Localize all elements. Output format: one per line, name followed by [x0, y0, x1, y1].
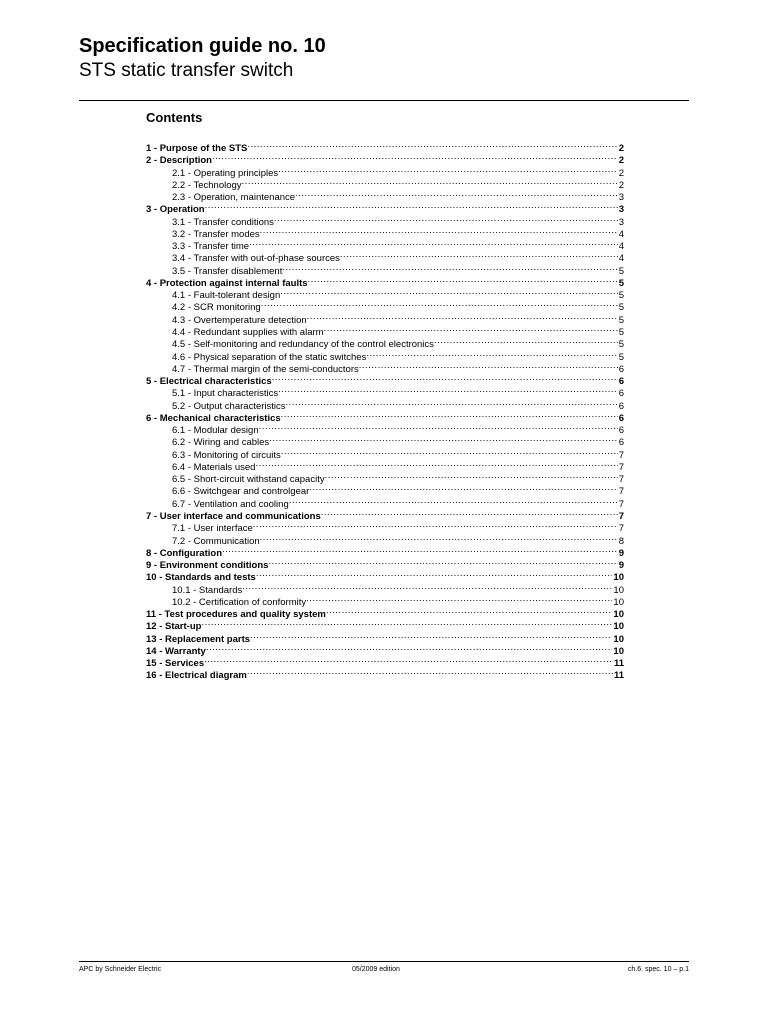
toc-entry-label: 3.1 - Transfer conditions [172, 216, 274, 228]
toc-dot-leader [359, 360, 618, 372]
toc-entry-label: 4.4 - Redundant supplies with alarm [172, 326, 324, 338]
footer-publisher: APC by Schneider Electric [79, 966, 162, 973]
toc-entry-page-number: 7 [618, 523, 624, 535]
toc-entry-label: 4.1 - Fault-tolerant design [172, 290, 281, 302]
toc-entry-label: 7.2 - Communication [172, 535, 260, 547]
toc-entry-page-number: 3 [618, 216, 624, 228]
toc-dot-leader [282, 262, 617, 274]
toc-dot-leader [281, 446, 618, 458]
toc-entry-label: 6.6 - Switchgear and controlgear [172, 486, 310, 498]
toc-entry-label: 12 - Start-up [146, 621, 202, 633]
toc-entry-label: 5.2 - Output characteristics [172, 400, 286, 412]
toc-entry-page-number: 5 [618, 351, 624, 363]
toc-entry-page-number: 6 [618, 425, 624, 437]
toc-dot-leader [278, 164, 618, 176]
toc-dot-leader [289, 495, 618, 507]
toc-entry-page-number: 10 [613, 621, 624, 633]
toc-entry-label: 6.7 - Ventilation and cooling [172, 498, 289, 510]
toc-entry-page-number: 10 [613, 609, 624, 621]
toc-dot-leader [278, 384, 618, 396]
footer-divider [79, 961, 689, 962]
toc-entry-page-number: 7 [618, 486, 624, 498]
toc-entry-page-number: 10 [613, 596, 624, 608]
toc-entry-page-number: 9 [618, 547, 624, 559]
toc-dot-leader [212, 151, 618, 163]
toc-dot-leader [274, 213, 618, 225]
toc-entry-label: 2.1 - Operating principles [172, 167, 279, 179]
toc-dot-leader [308, 274, 618, 286]
toc-dot-leader [256, 568, 613, 580]
toc-entry-label: 11 - Test procedures and quality system [146, 609, 326, 621]
toc-dot-leader [340, 249, 618, 261]
toc-entry-page-number: 10 [613, 645, 624, 657]
toc-entry-label: 10.1 - Standards [172, 584, 243, 596]
toc-dot-leader [272, 372, 618, 384]
toc-section-entry[interactable] [146, 139, 624, 154]
toc-entry-label: 13 - Replacement parts [146, 633, 251, 645]
toc-entry-page-number: 7 [618, 461, 624, 473]
toc-dot-leader [366, 348, 617, 360]
footer-page-reference: ch.6. spec. 10 – p.1 [627, 966, 689, 973]
toc-entry-label: 8 - Configuration [146, 547, 222, 559]
footer-edition: 05/2009 edition [352, 966, 400, 973]
toc-entry-page-number: 10 [613, 584, 624, 596]
toc-section-entry[interactable] [146, 654, 624, 670]
toc-entry-label: 14 - Warranty [146, 645, 206, 657]
toc-section-entry[interactable] [146, 666, 624, 682]
toc-section-entry[interactable] [146, 200, 624, 216]
toc-entry-page-number: 6 [618, 388, 624, 400]
toc-entry-page-number: 5 [618, 339, 624, 351]
toc-dot-leader [250, 630, 612, 642]
toc-entry-page-number: 11 [613, 658, 624, 670]
toc-entry-label: 5.1 - Input characteristics [172, 388, 279, 400]
toc-entry-label: 10.2 - Certification of conformity [172, 596, 307, 608]
toc-dot-leader [261, 298, 618, 310]
toc-entry-page-number: 2 [618, 155, 624, 167]
toc-entry-label: 6.4 - Materials used [172, 461, 256, 473]
toc-dot-leader [307, 311, 618, 323]
toc-entry-label: 2.2 - Technology [172, 179, 242, 191]
toc-dot-leader [249, 237, 618, 249]
toc-dot-leader [201, 617, 612, 629]
toc-entry-page-number: 5 [618, 314, 624, 326]
toc-entry-page-number: 2 [618, 143, 624, 154]
toc-entry-label: 1 - Purpose of the STS [146, 143, 248, 154]
toc-entry-label: 7 - User interface and communications [146, 510, 321, 522]
toc-entry-label: 2 - Description [146, 155, 212, 167]
toc-dot-leader [280, 286, 617, 298]
toc-section-entry[interactable] [146, 617, 624, 633]
toc-entry-page-number: 4 [618, 253, 624, 265]
toc-entry-page-number: 5 [618, 302, 624, 314]
toc-dot-leader [242, 176, 618, 188]
toc-entry-label: 4.7 - Thermal margin of the semi-conductors [172, 363, 359, 375]
toc-dot-leader [242, 581, 612, 593]
toc-dot-leader [205, 200, 618, 212]
toc-entry-label: 3.5 - Transfer disablement [172, 265, 283, 277]
toc-entry-page-number: 6 [618, 376, 624, 388]
toc-entry-page-number: 2 [618, 179, 624, 191]
toc-entry-page-number: 5 [618, 290, 624, 302]
toc-dot-leader [325, 470, 618, 482]
toc-entry-label: 2.3 - Operation, maintenance [172, 192, 296, 204]
toc-dot-leader [281, 409, 618, 421]
toc-dot-leader [259, 421, 618, 433]
toc-entry-label: 6.5 - Short-circuit withstand capacity [172, 474, 325, 486]
toc-dot-leader [222, 544, 618, 556]
toc-section-entry[interactable] [146, 642, 624, 657]
toc-dot-leader [326, 605, 613, 617]
toc-entry-page-number: 6 [618, 437, 624, 449]
toc-entry-label: 4.3 - Overtemperature detection [172, 314, 307, 326]
toc-entry-label: 15 - Services [146, 658, 205, 670]
toc-entry-page-number: 5 [618, 265, 624, 277]
toc-entry-page-number: 5 [618, 326, 624, 338]
toc-entry-label: 5 - Electrical characteristics [146, 376, 272, 388]
toc-dot-leader [434, 335, 618, 347]
toc-entry-page-number: 10 [613, 633, 624, 645]
toc-entry-page-number: 7 [618, 474, 624, 486]
toc-dot-leader [295, 188, 618, 200]
toc-entry-page-number: 8 [618, 535, 624, 547]
table-of-contents [146, 139, 624, 682]
toc-entry-page-number: 11 [613, 670, 624, 682]
toc-entry-page-number: 7 [618, 510, 624, 522]
toc-dot-leader [321, 507, 618, 519]
toc-dot-leader [260, 532, 618, 544]
toc-entry-page-number: 5 [618, 277, 624, 289]
document-subtitle: STS static transfer switch [79, 60, 294, 81]
toc-entry-label: 4.5 - Self-monitoring and redundancy of the control electronics [172, 339, 434, 351]
header-divider [79, 100, 689, 101]
toc-entry-label: 3.3 - Transfer time [172, 241, 250, 253]
toc-entry-label: 4.6 - Physical separation of the static switches [172, 351, 367, 363]
toc-dot-leader [253, 519, 618, 531]
contents-heading: Contents [146, 110, 203, 125]
toc-entry-label: 6.3 - Monitoring of circuits [172, 449, 281, 461]
toc-dot-leader [247, 139, 617, 151]
toc-section-entry[interactable] [146, 151, 624, 167]
toc-dot-leader [247, 666, 613, 678]
toc-dot-leader [269, 433, 618, 445]
toc-dot-leader [268, 556, 617, 568]
toc-entry-label: 3.2 - Transfer modes [172, 228, 260, 240]
toc-dot-leader [204, 654, 613, 666]
toc-entry-label: 4 - Protection against internal faults [146, 277, 308, 289]
toc-entry-label: 6 - Mechanical characteristics [146, 412, 281, 424]
toc-entry-page-number: 2 [618, 167, 624, 179]
toc-dot-leader [255, 458, 617, 470]
toc-dot-leader [309, 482, 617, 494]
toc-dot-leader [324, 323, 618, 335]
toc-entry-page-number: 7 [618, 498, 624, 510]
toc-entry-label: 4.2 - SCR monitoring [172, 302, 261, 314]
toc-entry-page-number: 4 [618, 241, 624, 253]
toc-entry-page-number: 6 [618, 412, 624, 424]
toc-entry-label: 6.2 - Wiring and cables [172, 437, 270, 449]
toc-dot-leader [206, 642, 613, 654]
toc-entry-page-number: 10 [613, 572, 624, 584]
document-title: Specification guide no. 10 [79, 35, 326, 57]
toc-entry-page-number: 6 [618, 400, 624, 412]
toc-section-entry[interactable] [146, 630, 624, 645]
toc-dot-leader [260, 225, 618, 237]
toc-entry-page-number: 9 [618, 560, 624, 572]
toc-entry-label: 16 - Electrical diagram [146, 670, 247, 682]
toc-entry-page-number: 3 [618, 204, 624, 216]
toc-entry-label: 7.1 - User interface [172, 523, 253, 535]
toc-entry-label: 10 - Standards and tests [146, 572, 256, 584]
toc-subsection-entry[interactable] [146, 213, 624, 228]
toc-dot-leader [306, 593, 612, 605]
toc-entry-label: 3.4 - Transfer with out-of-phase sources [172, 253, 340, 265]
toc-entry-page-number: 7 [618, 449, 624, 461]
toc-entry-label: 6.1 - Modular design [172, 425, 259, 437]
toc-subsection-entry[interactable] [146, 164, 624, 179]
toc-entry-page-number: 3 [618, 192, 624, 204]
toc-entry-label: 9 - Environment conditions [146, 560, 269, 572]
toc-dot-leader [286, 397, 618, 409]
toc-entry-label: 3 - Operation [146, 204, 205, 216]
toc-entry-page-number: 4 [618, 228, 624, 240]
toc-entry-page-number: 6 [618, 363, 624, 375]
